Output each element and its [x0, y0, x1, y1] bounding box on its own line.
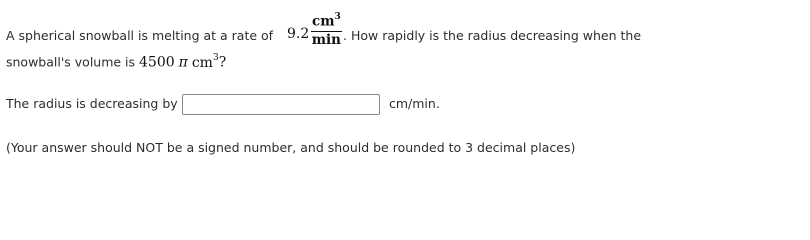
rate-value: 9.2 — [287, 26, 310, 42]
answer-unit-label: cm/min. — [389, 96, 440, 111]
question-text-part1: A spherical snowball is melting at a rate of — [6, 28, 274, 43]
answer-prefix-label: The radius is decreasing by — [6, 96, 178, 111]
rate-unit-numerator: $cm^3$ — [312, 12, 341, 30]
pi-symbol: π — [178, 54, 188, 71]
rate-unit-exponent: 3 — [334, 12, 341, 22]
volume-unit: $cm^3$ — [191, 53, 219, 71]
question-text-part2: . How rapidly is the radius decreasing when the — [343, 28, 642, 43]
instruction-text: (Your answer should NOT be a signed number, and should be rounded to 3 decimal places) — [6, 140, 576, 155]
question-mark: ? — [218, 54, 227, 71]
volume-unit-exponent: 3 — [212, 53, 219, 63]
volume-value: 4500 — [139, 54, 175, 71]
rate-unit-denominator: min — [311, 31, 341, 48]
answer-input[interactable] — [182, 94, 380, 115]
question-text-part3: snowball's volume is — [6, 54, 140, 70]
rate-unit-fraction — [311, 11, 342, 47]
question-line-2 — [6, 54, 226, 71]
